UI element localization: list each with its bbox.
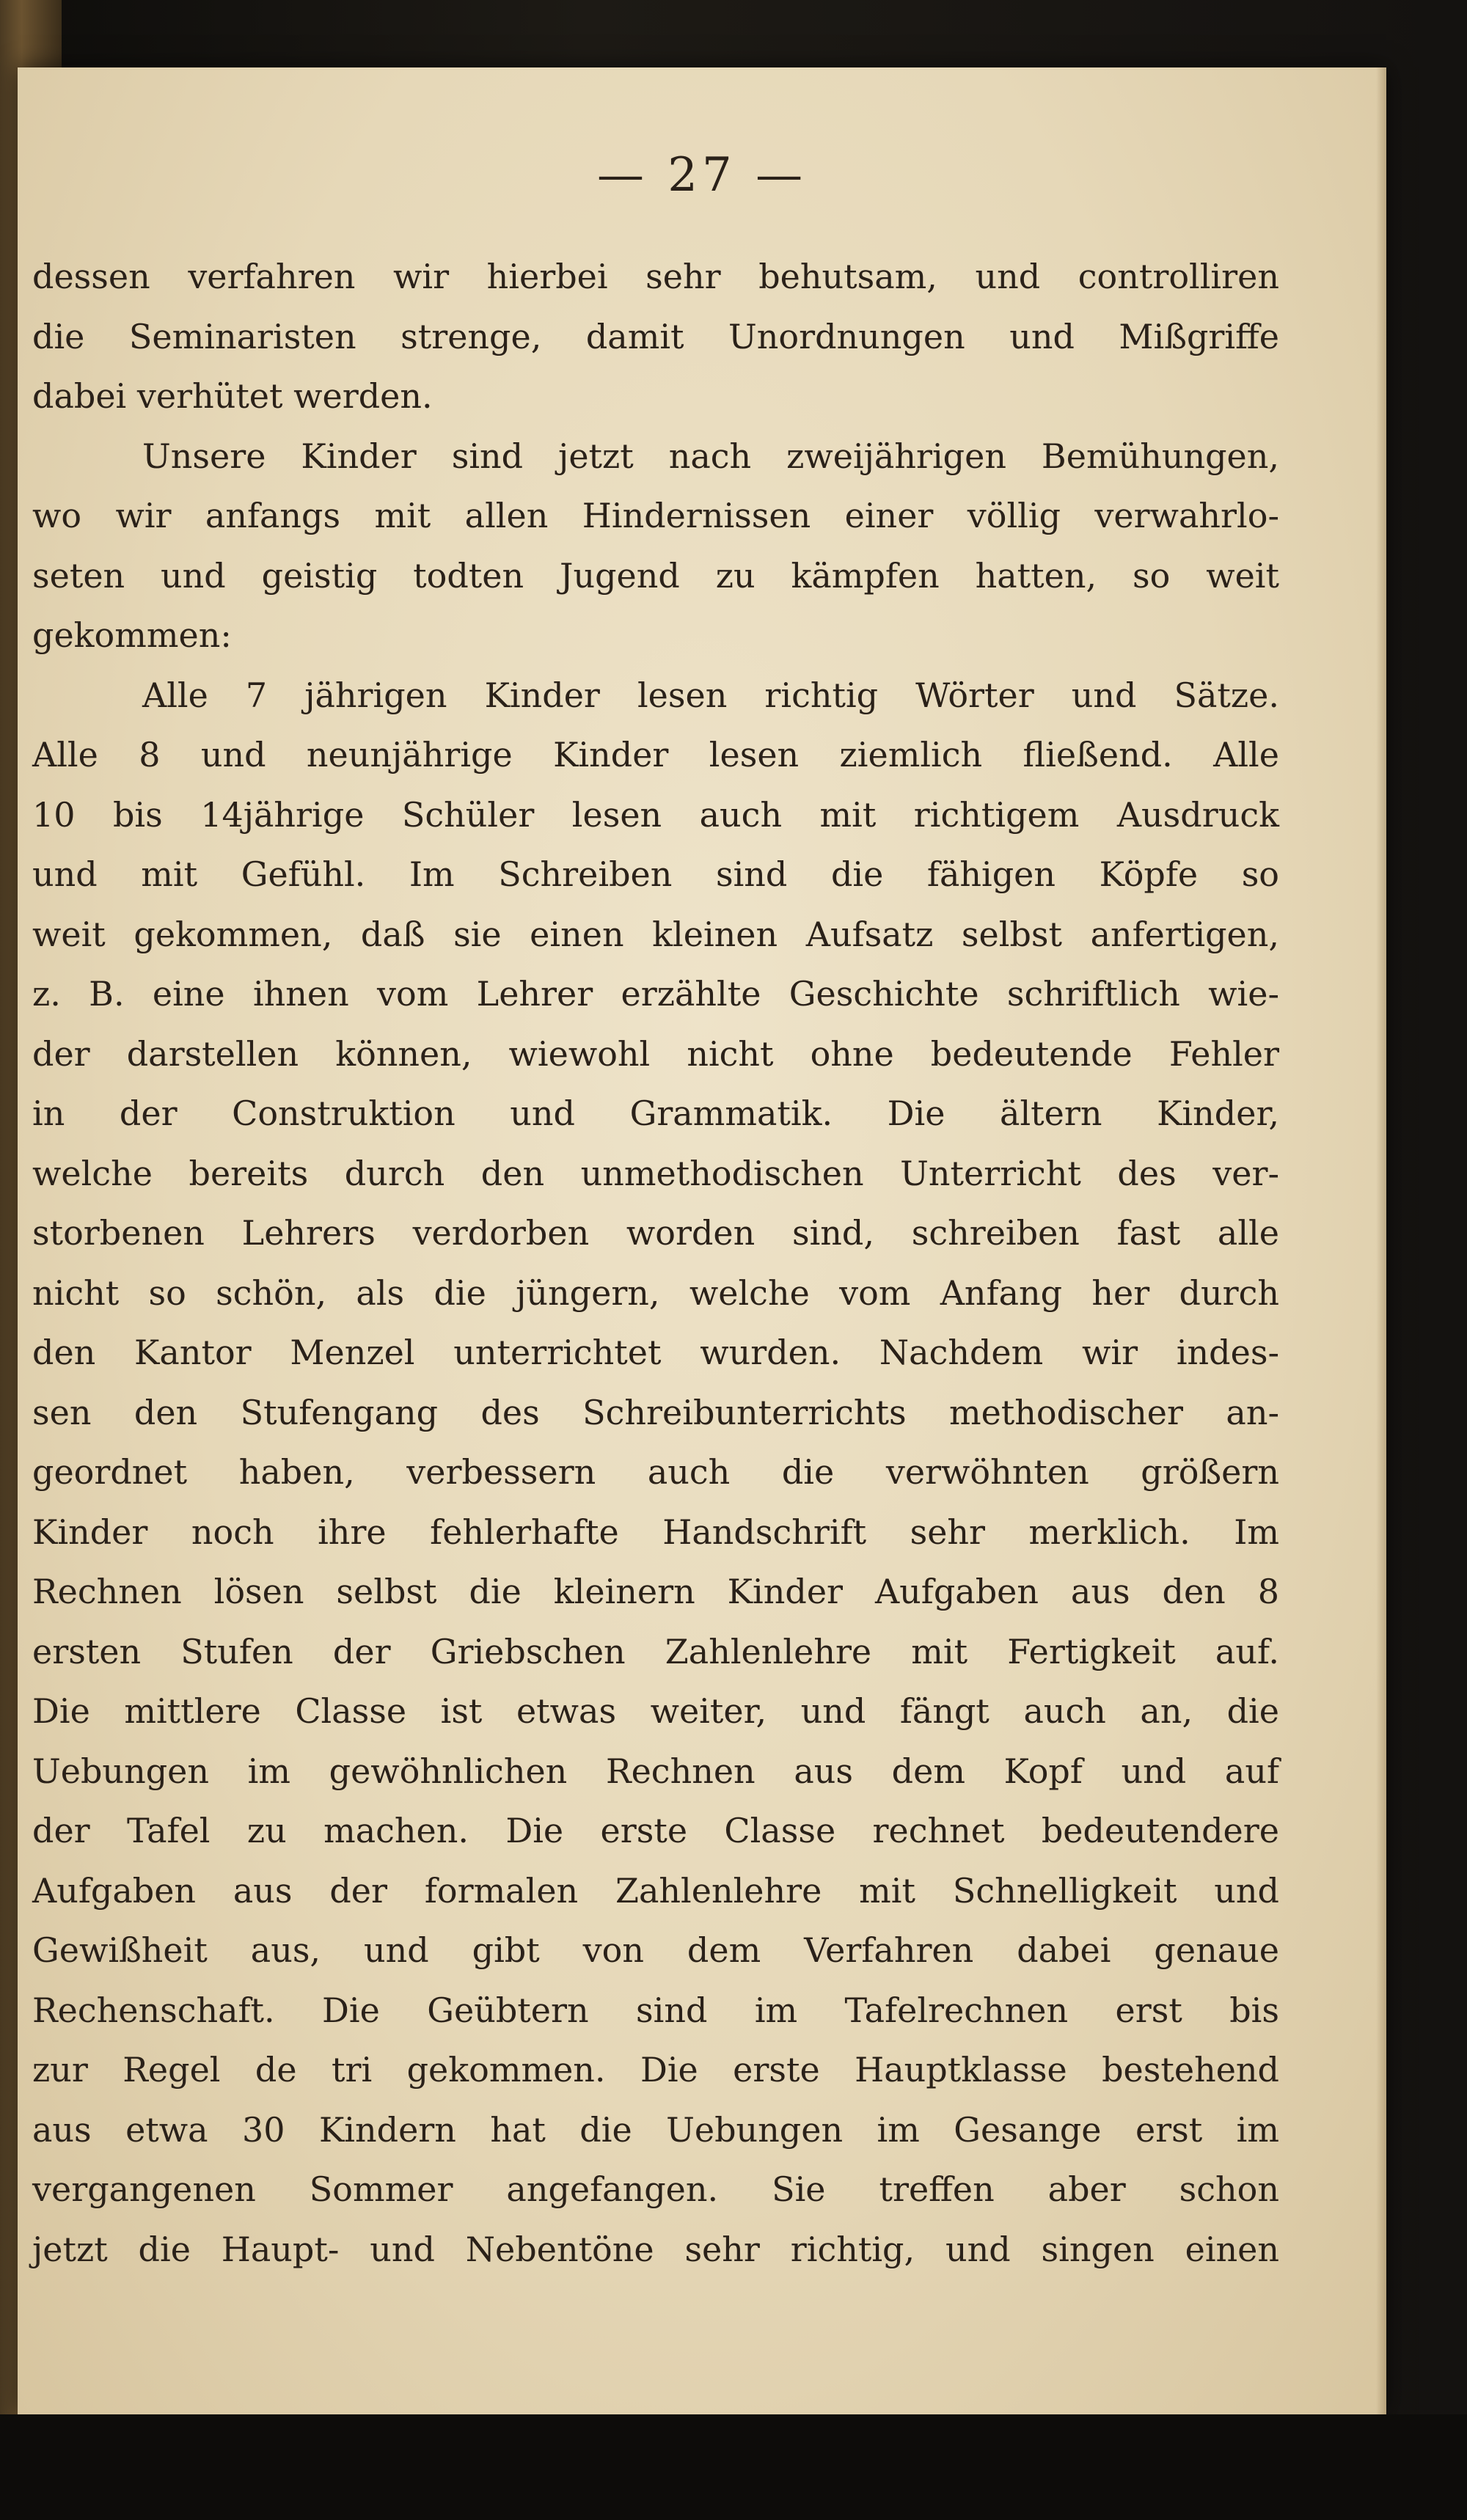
text-line: der darstellen können, wiewohl nicht ohne bedeutende Fehler [32, 1033, 1279, 1074]
text-line: Gewißheit aus, und gibt von dem Verfahren dabei genaue [32, 1930, 1279, 1970]
text-line: geordnet haben, verbessern auch die verwöhnten größern [32, 1452, 1279, 1492]
text-line: die Seminaristen strenge, damit Unordnungen und Mißgriffe [32, 316, 1279, 356]
page-number: — 27 — [596, 148, 808, 202]
text-line: Aufgaben aus der formalen Zahlenlehre mit Schnelligkeit und [32, 1870, 1279, 1911]
text-line: Kinder noch ihre fehlerhafte Handschrift sehr merklich. Im [32, 1512, 1279, 1552]
text-line: Uebungen im gewöhnlichen Rechnen aus dem Kopf und auf [32, 1751, 1279, 1791]
text-line: zur Regel de tri gekommen. Die erste Hauptklasse bestehend [32, 2050, 1279, 2089]
text-line: vergangenen Sommer angefangen. Sie treffen aber schon [32, 2169, 1279, 2209]
text-line: in der Construktion und Grammatik. Die ältern Kinder, [32, 1094, 1279, 1133]
text-line: welche bereits durch den unmethodischen Unterricht des ver- [32, 1153, 1279, 1193]
text-line: Rechenschaft. Die Geübtern sind im Tafelrechnen erst bis [32, 1990, 1279, 2030]
text-line: aus etwa 30 Kindern hat die Uebungen im Gesange erst im [32, 2109, 1279, 2150]
text-line: Unsere Kinder sind jetzt nach zweijährigen Bemühungen, [142, 436, 1279, 476]
page-edge-shading [1376, 67, 1386, 2414]
book-page [18, 67, 1386, 2414]
text-line: der Tafel zu machen. Die erste Classe rechnet bedeutendere [32, 1811, 1279, 1850]
text-line: weit gekommen, daß sie einen kleinen Aufsatz selbst anfertigen, [32, 914, 1279, 954]
text-line: wo wir anfangs mit allen Hindernissen einer völlig verwahrlo- [32, 496, 1279, 535]
text-line: und mit Gefühl. Im Schreiben sind die fähigen Köpfe so [32, 854, 1279, 894]
text-line: Rechnen lösen selbst die kleinern Kinder Aufgaben aus den 8 [32, 1572, 1279, 1611]
text-line: dessen verfahren wir hierbei sehr behutsam, und controlliren [32, 257, 1279, 296]
text-line: Alle 7 jährigen Kinder lesen richtig Wörter und Sätze. [142, 675, 1279, 715]
text-line: gekommen: [32, 615, 232, 655]
text-line: 10 bis 14jährige Schüler lesen auch mit richtigem Ausdruck [32, 794, 1279, 835]
scan-bottom-shadow [0, 2414, 1467, 2520]
text-line: den Kantor Menzel unterrichtet wurden. Nachdem wir indes- [32, 1333, 1279, 1372]
text-line: dabei verhütet werden. [32, 376, 433, 416]
body-text [32, 247, 1279, 2279]
text-line: storbenen Lehrers verdorben worden sind, schreiben fast alle [32, 1213, 1279, 1253]
text-line: Die mittlere Classe ist etwas weiter, und fängt auch an, die [32, 1691, 1279, 1731]
text-line: seten und geistig todten Jugend zu kämpfen hatten, so weit [32, 555, 1279, 596]
text-line: z. B. eine ihnen vom Lehrer erzählte Geschichte schriftlich wie- [32, 974, 1279, 1014]
text-line: Alle 8 und neunjährige Kinder lesen ziemlich fließend. Alle [32, 735, 1279, 774]
text-line: sen den Stufengang des Schreibunterrichts methodischer an- [32, 1392, 1279, 1432]
text-line: jetzt die Haupt- und Nebentöne sehr richtig, und singen einen [32, 2229, 1279, 2269]
text-line: ersten Stufen der Griebschen Zahlenlehre mit Fertigkeit auf. [32, 1631, 1279, 1671]
text-line: nicht so schön, als die jüngern, welche vom Anfang her durch [32, 1272, 1279, 1313]
